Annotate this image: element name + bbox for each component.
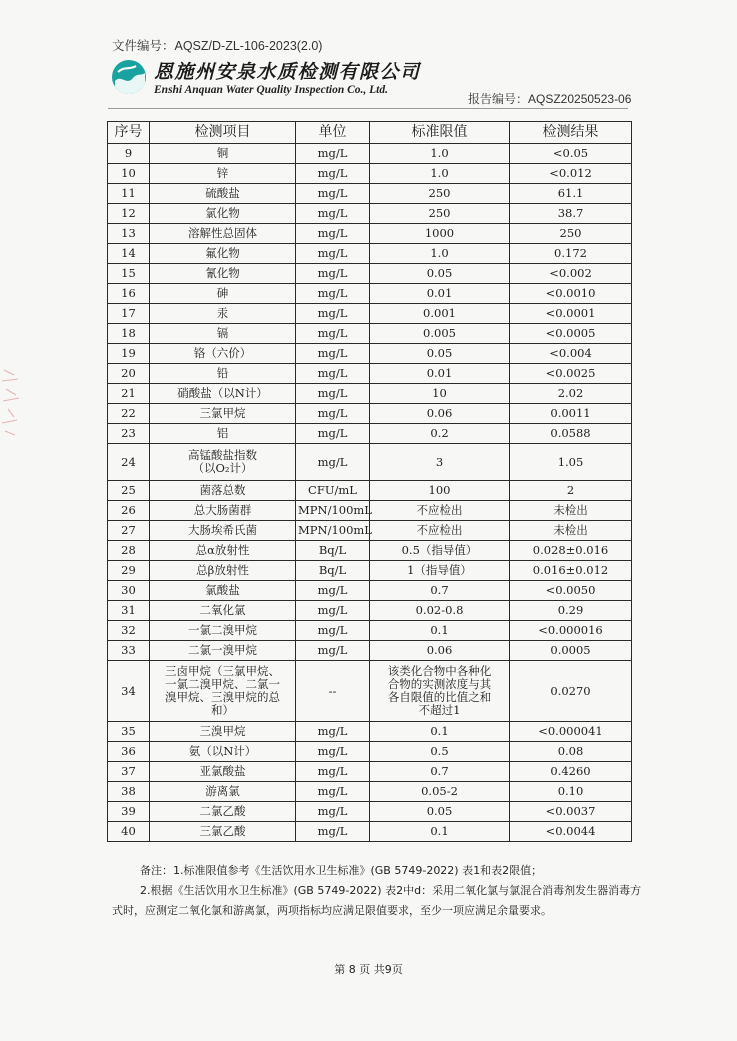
- table-row: [108, 501, 632, 521]
- cell-result: <0.0010: [510, 284, 632, 304]
- cell-limit: 100: [370, 481, 510, 501]
- table-header-row: [108, 122, 632, 144]
- table-row: [108, 481, 632, 501]
- table-row: [108, 541, 632, 561]
- cell-limit: 0.5（指导值）: [370, 541, 510, 561]
- cell-limit: 0.01: [370, 364, 510, 384]
- remarks: [112, 861, 642, 921]
- cell-limit: 不应检出: [370, 521, 510, 541]
- results-table: [107, 121, 632, 842]
- cell-result: <0.0025: [510, 364, 632, 384]
- cell-result: <0.002: [510, 264, 632, 284]
- remark-2: 2.根据《生活饮用水卫生标准》(GB 5749-2022) 表2中d：采用二氧化氯与氯混合消毒剂发生器消毒方式时，应测定二氧化氯和游离氯，两项指标均应满足限值要求，至少一项应满足余量要求。: [112, 884, 642, 917]
- cell-limit: 1000: [370, 224, 510, 244]
- cell-unit: CFU/mL: [296, 481, 370, 501]
- cell-limit: 0.001: [370, 304, 510, 324]
- cell-item: 高锰酸盐指数 （以O₂计）: [150, 444, 296, 481]
- cell-result: <0.0037: [510, 802, 632, 822]
- cell-no: 33: [108, 641, 150, 661]
- cell-limit: 0.05-2: [370, 782, 510, 802]
- company-name-en: Enshi Anquan Water Quality Inspection Co., Ltd.: [154, 84, 388, 96]
- cell-unit: mg/L: [296, 424, 370, 444]
- table-row: [108, 404, 632, 424]
- file-number: 文件编号：AQSZ/D-ZL-106-2023(2.0): [112, 39, 323, 53]
- cell-limit: 10: [370, 384, 510, 404]
- cell-unit: mg/L: [296, 304, 370, 324]
- cell-unit: mg/L: [296, 762, 370, 782]
- table-row: [108, 144, 632, 164]
- table-row: [108, 822, 632, 842]
- cell-unit: mg/L: [296, 742, 370, 762]
- table-row: [108, 324, 632, 344]
- cell-no: 40: [108, 822, 150, 842]
- cell-item: 铜: [150, 144, 296, 164]
- cell-unit: mg/L: [296, 164, 370, 184]
- cell-result: 0.29: [510, 601, 632, 621]
- cell-result: <0.000016: [510, 621, 632, 641]
- cell-unit: mg/L: [296, 621, 370, 641]
- cell-limit: 0.1: [370, 621, 510, 641]
- cell-no: 10: [108, 164, 150, 184]
- cell-no: 9: [108, 144, 150, 164]
- cell-result: 0.08: [510, 742, 632, 762]
- cell-no: 20: [108, 364, 150, 384]
- cell-limit: 1.0: [370, 144, 510, 164]
- cell-limit: 250: [370, 204, 510, 224]
- cell-item: 硫酸盐: [150, 184, 296, 204]
- table-row: [108, 782, 632, 802]
- table-row: [108, 244, 632, 264]
- table-row: [108, 284, 632, 304]
- table-row: [108, 364, 632, 384]
- table-row: [108, 722, 632, 742]
- cell-no: 32: [108, 621, 150, 641]
- cell-unit: mg/L: [296, 184, 370, 204]
- cell-no: 19: [108, 344, 150, 364]
- cell-no: 37: [108, 762, 150, 782]
- cell-unit: mg/L: [296, 364, 370, 384]
- cell-limit: 0.005: [370, 324, 510, 344]
- cell-result: 61.1: [510, 184, 632, 204]
- cell-item: 硝酸盐（以N计）: [150, 384, 296, 404]
- col-header-no: 序号: [108, 122, 150, 144]
- cell-limit: 0.2: [370, 424, 510, 444]
- cell-unit: mg/L: [296, 404, 370, 424]
- cell-no: 39: [108, 802, 150, 822]
- table-row: [108, 224, 632, 244]
- cell-result: <0.0005: [510, 324, 632, 344]
- table-row: [108, 561, 632, 581]
- table-row: [108, 742, 632, 762]
- cell-limit: 0.05: [370, 344, 510, 364]
- cell-item: 总α放射性: [150, 541, 296, 561]
- cell-unit: mg/L: [296, 722, 370, 742]
- cell-unit: --: [296, 661, 370, 722]
- cell-unit: mg/L: [296, 802, 370, 822]
- cell-item: 总大肠菌群: [150, 501, 296, 521]
- cell-no: 35: [108, 722, 150, 742]
- cell-result: 0.172: [510, 244, 632, 264]
- cell-item: 游离氯: [150, 782, 296, 802]
- table-row: [108, 164, 632, 184]
- cell-item: 氯化物: [150, 204, 296, 224]
- col-header-unit: 单位: [296, 122, 370, 144]
- cell-limit: 0.05: [370, 264, 510, 284]
- cell-item: 三氯甲烷: [150, 404, 296, 424]
- table-row: [108, 424, 632, 444]
- company-logo-icon: [112, 60, 146, 94]
- cell-unit: mg/L: [296, 601, 370, 621]
- cell-limit: 不应检出: [370, 501, 510, 521]
- cell-unit: mg/L: [296, 244, 370, 264]
- cell-result: 38.7: [510, 204, 632, 224]
- cell-item: 氟化物: [150, 244, 296, 264]
- cell-no: 29: [108, 561, 150, 581]
- table-row: [108, 264, 632, 284]
- cell-unit: Bq/L: [296, 541, 370, 561]
- seal-stamp-icon: [0, 365, 22, 440]
- cell-unit: mg/L: [296, 264, 370, 284]
- cell-limit: 1（指导值）: [370, 561, 510, 581]
- cell-unit: Bq/L: [296, 561, 370, 581]
- report-number: 报告编号：AQSZ20250523-06: [468, 92, 632, 106]
- cell-limit: 0.5: [370, 742, 510, 762]
- cell-item: 氨（以N计）: [150, 742, 296, 762]
- company-name-cn: 恩施州安泉水质检测有限公司: [154, 61, 421, 83]
- table-row: [108, 384, 632, 404]
- cell-item: 亚氯酸盐: [150, 762, 296, 782]
- cell-result: 0.0005: [510, 641, 632, 661]
- page-number: 第 8 页 共9页: [334, 963, 403, 976]
- cell-no: 17: [108, 304, 150, 324]
- cell-result: <0.004: [510, 344, 632, 364]
- cell-result: 0.0588: [510, 424, 632, 444]
- cell-item: 氯酸盐: [150, 581, 296, 601]
- cell-item: 一氯二溴甲烷: [150, 621, 296, 641]
- table-row: [108, 444, 632, 481]
- cell-no: 22: [108, 404, 150, 424]
- cell-unit: mg/L: [296, 144, 370, 164]
- cell-result: 0.4260: [510, 762, 632, 782]
- cell-limit: 0.06: [370, 404, 510, 424]
- cell-item: 二氯一溴甲烷: [150, 641, 296, 661]
- cell-result: 未检出: [510, 501, 632, 521]
- cell-item: 砷: [150, 284, 296, 304]
- cell-no: 13: [108, 224, 150, 244]
- cell-no: 38: [108, 782, 150, 802]
- cell-item: 菌落总数: [150, 481, 296, 501]
- cell-limit: 该类化合物中各种化 合物的实测浓度与其 各自限值的比值之和 不超过1: [370, 661, 510, 722]
- cell-limit: 0.1: [370, 722, 510, 742]
- cell-unit: mg/L: [296, 324, 370, 344]
- cell-unit: mg/L: [296, 384, 370, 404]
- table-row: [108, 204, 632, 224]
- cell-result: 2.02: [510, 384, 632, 404]
- header-divider: [108, 108, 628, 109]
- cell-no: 14: [108, 244, 150, 264]
- cell-no: 31: [108, 601, 150, 621]
- cell-limit: 0.7: [370, 581, 510, 601]
- cell-unit: mg/L: [296, 782, 370, 802]
- cell-result: <0.0050: [510, 581, 632, 601]
- table-row: [108, 802, 632, 822]
- cell-item: 二氧化氯: [150, 601, 296, 621]
- cell-result: 1.05: [510, 444, 632, 481]
- cell-limit: 250: [370, 184, 510, 204]
- cell-result: 0.10: [510, 782, 632, 802]
- cell-unit: mg/L: [296, 641, 370, 661]
- cell-no: 36: [108, 742, 150, 762]
- col-header-limit: 标准限值: [370, 122, 510, 144]
- table-body: [108, 144, 632, 842]
- cell-result: 0.028±0.016: [510, 541, 632, 561]
- col-header-result: 检测结果: [510, 122, 632, 144]
- cell-result: 250: [510, 224, 632, 244]
- cell-item: 汞: [150, 304, 296, 324]
- cell-result: 未检出: [510, 521, 632, 541]
- cell-result: <0.012: [510, 164, 632, 184]
- cell-unit: mg/L: [296, 581, 370, 601]
- cell-no: 24: [108, 444, 150, 481]
- table-row: [108, 521, 632, 541]
- cell-item: 大肠埃希氏菌: [150, 521, 296, 541]
- cell-unit: mg/L: [296, 822, 370, 842]
- col-header-item: 检测项目: [150, 122, 296, 144]
- table-row: [108, 641, 632, 661]
- cell-limit: 0.01: [370, 284, 510, 304]
- cell-limit: 0.06: [370, 641, 510, 661]
- cell-item: 三卤甲烷（三氯甲烷、 一氯二溴甲烷、二氯一 溴甲烷、三溴甲烷的总 和）: [150, 661, 296, 722]
- cell-result: <0.0001: [510, 304, 632, 324]
- cell-unit: mg/L: [296, 344, 370, 364]
- cell-result: 0.0270: [510, 661, 632, 722]
- table-row: [108, 184, 632, 204]
- cell-item: 总β放射性: [150, 561, 296, 581]
- cell-item: 铅: [150, 364, 296, 384]
- cell-item: 二氯乙酸: [150, 802, 296, 822]
- cell-limit: 0.05: [370, 802, 510, 822]
- table-row: [108, 621, 632, 641]
- cell-item: 溶解性总固体: [150, 224, 296, 244]
- cell-limit: 0.1: [370, 822, 510, 842]
- cell-item: 镉: [150, 324, 296, 344]
- cell-result: <0.05: [510, 144, 632, 164]
- table-row: [108, 581, 632, 601]
- table-row: [108, 762, 632, 782]
- cell-no: 27: [108, 521, 150, 541]
- cell-unit: mg/L: [296, 284, 370, 304]
- cell-no: 30: [108, 581, 150, 601]
- cell-item: 三氯乙酸: [150, 822, 296, 842]
- cell-unit: mg/L: [296, 444, 370, 481]
- cell-item: 铝: [150, 424, 296, 444]
- cell-limit: 3: [370, 444, 510, 481]
- cell-no: 23: [108, 424, 150, 444]
- cell-result: 0.0011: [510, 404, 632, 424]
- table-row: [108, 344, 632, 364]
- table-row: [108, 661, 632, 722]
- cell-limit: 0.7: [370, 762, 510, 782]
- cell-limit: 0.02-0.8: [370, 601, 510, 621]
- cell-result: <0.0044: [510, 822, 632, 842]
- cell-no: 28: [108, 541, 150, 561]
- cell-result: 0.016±0.012: [510, 561, 632, 581]
- cell-no: 12: [108, 204, 150, 224]
- cell-limit: 1.0: [370, 164, 510, 184]
- cell-unit: mg/L: [296, 204, 370, 224]
- cell-no: 21: [108, 384, 150, 404]
- cell-no: 26: [108, 501, 150, 521]
- cell-item: 铬（六价）: [150, 344, 296, 364]
- cell-unit: mg/L: [296, 224, 370, 244]
- cell-result: <0.000041: [510, 722, 632, 742]
- cell-no: 11: [108, 184, 150, 204]
- cell-no: 15: [108, 264, 150, 284]
- cell-unit: MPN/100mL: [296, 501, 370, 521]
- cell-item: 三溴甲烷: [150, 722, 296, 742]
- cell-limit: 1.0: [370, 244, 510, 264]
- cell-item: 氰化物: [150, 264, 296, 284]
- cell-no: 25: [108, 481, 150, 501]
- cell-no: 18: [108, 324, 150, 344]
- table-row: [108, 304, 632, 324]
- cell-result: 2: [510, 481, 632, 501]
- remark-1: 备注：1.标准限值参考《生活饮用水卫生标准》(GB 5749-2022) 表1和表2限值；: [140, 864, 543, 877]
- cell-item: 锌: [150, 164, 296, 184]
- cell-no: 16: [108, 284, 150, 304]
- cell-no: 34: [108, 661, 150, 722]
- table-row: [108, 601, 632, 621]
- cell-unit: MPN/100mL: [296, 521, 370, 541]
